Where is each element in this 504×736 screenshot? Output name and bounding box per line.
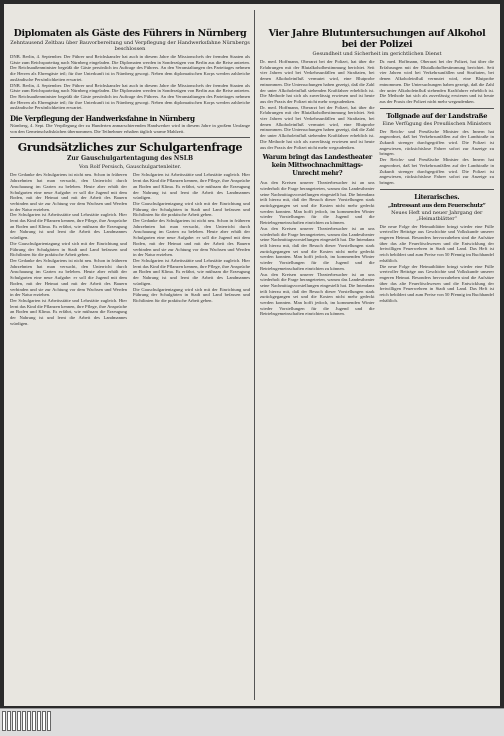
article-diplomaten-cont: DNB. Berlin, 4. September. Der Führer und Reichskanzler hat auch in diesem Jahre die Missionschefs der fremden Staaten als Gäste zum Reichsparteitag nach Nürnberg eingeladen. Die Diplomaten werden in Sonderzügen von Berlin aus die Reise antreten. Der Reichsaußenminister begrüßt die Gäste persönlich im Auftrage des Führers. An den Veranstaltungen des Parteitages nehmen die Herren als Ehrengäste teil; für ihre Unterkunft ist in Nürnberg gesorgt. Neben dem diplomatischen Korps werden zahlreiche ausländische Persönlichkeiten erwartet. [10, 82, 250, 111]
schulgarten-p7: Die Gauschulgartentagung wird sich mit der Einrichtung und Führung der Schulgärten in Stadt und Land befassen und Richtlinien für die praktische Arbeit geben. [133, 200, 250, 218]
literarisches-p2: Die neue Folge der Heimatblätter bringt wieder eine Fülle wertvoller Beiträge aus Geschichte und Volkskunde unserer engeren Heimat. Besonders hervorzuheben sind die Aufsätze über das alte Feuerlöschwesen und die Entwicklung der freiwilligen Feuerwehren in Stadt und Land. Das Heft ist reich bebildert und zum Preise von 50 Pfennig im Buchhandel erhältlich. [379, 263, 494, 303]
theater-p2: Aus den Kreisen unserer Theaterbesucher ist an uns wiederholt die Frage herangetreten, warum das Landestheater seine Nachmittagsvorstellungen eingestellt hat. Die Intendanz teilt hierzu mit, daß der Besuch dieser Vorstellungen stark zurückgegangen sei und die Kosten nicht mehr gedeckt werden konnten. Man hofft jedoch, im kommenden Winter wieder Vorstellungen für die Jugend und die Betriebsgemeinschaften einrichten zu können. [260, 225, 375, 271]
schulgarten-columns [10, 172, 250, 326]
divider-lit [380, 189, 495, 190]
left-column [10, 4, 250, 326]
literarisches-p1: Die neue Folge der Heimatblätter bringt wieder eine Fülle wertvoller Beiträge aus Geschichte und Volkskunde unserer engeren Heimat. Besonders hervorzuheben sind die Aufsätze über das alte Feuerlöschwesen und die Entwicklung der freiwilligen Feuerwehren in Stadt und Land. Das Heft ist reich bebildert und zum Preise von 50 Pfennig im Buchhandel erhältlich. [379, 223, 494, 263]
headline-literarisches: Literarisches. [414, 192, 460, 201]
headline-handwerker: Die Verpflegung der Handwerksfahne in Nürnberg [10, 114, 195, 124]
subheadline-blutuntersuchung: Gesundheit und Sicherheit im gerichtlichen Dienst [312, 51, 442, 57]
page-thumb-icon[interactable] [32, 711, 36, 731]
headline-blutuntersuchung: Vier Jahre Blutuntersuchungen auf Alkohol bei der Polizei [268, 28, 486, 50]
subheadline-landstrasse: Eine Verfügung des Preußischen Ministers [382, 120, 492, 127]
page-thumb-icon[interactable] [17, 711, 21, 731]
divider [10, 137, 250, 138]
article-diplomaten: DNB. Berlin, 4. September. Der Führer und Reichskanzler hat auch in diesem Jahre die Missionschefs der fremden Staaten als Gäste zum Reichsparteitag nach Nürnberg eingeladen. Die Diplomaten werden in Sonderzügen von Berlin aus die Reise antreten. Der Reichsaußenminister begrüßt die Gäste persönlich im Auftrage des Führers. An den Veranstaltungen des Parteitages nehmen die Herren als Ehrengäste teil; für ihre Unterkunft ist in Nürnberg gesorgt. Neben dem diplomatischen Korps werden zahlreiche ausländische Persönlichkeiten erwartet. [10, 54, 250, 82]
schulgarten-p1: Der Gedanke des Schulgartens ist nicht neu. Schon in früheren Jahrzehnten hat man versucht, den Unterricht durch Anschauung im Garten zu beleben. Heute aber erhält der Schulgarten eine neue Aufgabe: er soll die Jugend mit dem Boden, mit der Heimat und mit der Arbeit des Bauern verbinden und sie zur Achtung vor dem Wachsen und Werden in der Natur erziehen. [10, 172, 127, 212]
theater-p1: Aus den Kreisen unserer Theaterbesucher ist an uns wiederholt die Frage herangetreten, warum das Landestheater seine Nachmittagsvorstellungen eingestellt hat. Die Intendanz teilt hierzu mit, daß der Besuch dieser Vorstellungen stark zurückgegangen sei und die Kosten nicht mehr gedeckt werden konnten. Man hofft jedoch, im kommenden Winter wieder Vorstellungen für die Jugend und die Betriebsgemeinschaften einrichten zu können. [260, 180, 375, 226]
page-thumb-icon[interactable] [47, 711, 51, 731]
headline-schulgarten: Grundsätzliches zur Schulgartenfrage [17, 141, 243, 155]
schulgarten-p6: Der Schulgarten ist Arbeitsstätte und Lehrstätte zugleich. Hier lernt das Kind die Pflanzen kennen, ihre Pflege, ihre Ansprüche an Boden und Klima. Es erfährt, wie mühsam die Erzeugung der Nahrung ist und lernt die Arbeit des Landmannes würdigen. [133, 172, 250, 201]
landstrasse-p2: Der Reichs- und Preußische Minister des Innern hat angeordnet, daß bei Verkehrsunfällen auf der Landstraße in Zukunft strenger durchgegriffen wird. Die Polizei ist angewiesen, rücksichtslose Fahrer sofort zur Anzeige zu bringen. [379, 157, 494, 185]
newspaper-page [4, 4, 500, 706]
divider-right [380, 108, 495, 109]
schulgarten-p5: Der Schulgarten ist Arbeitsstätte und Lehrstätte zugleich. Hier lernt das Kind die Pflanzen kennen, ihre Pflege, ihre Ansprüche an Boden und Klima. Es erfährt, wie mühsam die Erzeugung der Nahrung ist und lernt die Arbeit des Landmannes würdigen. [10, 297, 127, 326]
author-line: Von Rolf Persisch, Gauschulgartenleiter. [78, 164, 182, 171]
page-thumbnails[interactable] [2, 711, 62, 734]
subtitle-heimatblaetter: Neues Heft und neuer Jahrgang der „Heimatblätter“ [391, 209, 483, 222]
schulgarten-p2: Der Schulgarten ist Arbeitsstätte und Lehrstätte zugleich. Hier lernt das Kind die Pflanzen kennen, ihre Pflege, ihre Ansprüche an Boden und Klima. Es erfährt, wie mühsam die Erzeugung der Nahrung ist und lernt die Arbeit des Landmannes würdigen. [10, 212, 127, 241]
schulgarten-p8: Der Gedanke des Schulgartens ist nicht neu. Schon in früheren Jahrzehnten hat man versucht, den Unterricht durch Anschauung im Garten zu beleben. Heute aber erhält der Schulgarten eine neue Aufgabe: er soll die Jugend mit dem Boden, mit der Heimat und mit der Arbeit des Bauern verbinden und sie zur Achtung vor dem Wachsen und Werden in der Natur erziehen. [133, 218, 250, 258]
blut-p2: Dr. med. Hoffmann, Oberarzt bei der Polizei, hat über die Erfahrungen mit der Blutalkoholbestimmung berichtet. Seit vier Jahren wird bei Verkehrsunfällen und Straftaten, bei denen Alkoholeinfluß vermutet wird, eine Blutprobe entnommen. Die Untersuchungen haben gezeigt, daß die Zahl der unter Alkoholeinfluß stehenden Kraftfahrer erheblich ist. Die Methode hat sich als zuverlässig erwiesen und ist heute aus der Praxis der Polizei nicht mehr wegzudenken. [260, 104, 375, 150]
subheadline-diplomaten: Zehntausend Zeltbau über Bauvorbereitung und Verpflegung der Handwerksfahne Nürnbergs beschlossen [10, 40, 250, 52]
headline-landestheater: Warum bringt das Landestheater kein Mittwochnachmittags-Unrecht mehr? [262, 153, 372, 178]
right-column [260, 4, 494, 317]
page-thumb-icon[interactable] [22, 711, 26, 731]
title-feuerschutz: „Intressant aus dem Feuerschutz“ [387, 202, 486, 209]
blut-columns [260, 59, 494, 317]
page-navigation-bar [0, 708, 504, 736]
page-thumb-icon[interactable] [42, 711, 46, 731]
schulgarten-p10: Die Gauschulgartentagung wird sich mit der Einrichtung und Führung der Schulgärten in Stadt und Land befassen und Richtlinien für die praktische Arbeit geben. [133, 286, 250, 303]
page-thumb-icon[interactable] [37, 711, 41, 731]
article-handwerker: Nürnberg, 4. Sept. Die Verpflegung der zu Hunderten anmarschierenden Handwerker wird in diesem Jahre in großem Umfange von den Gemeinschaftsküchen übernommen. Die Teilnehmer erhalten täglich warme Mahlzeit. [10, 123, 250, 134]
headline-diplomaten: Diplomaten als Gäste des Führers in Nürnberg [13, 28, 247, 39]
blut-p3: Dr. med. Hoffmann, Oberarzt bei der Polizei, hat über die Erfahrungen mit der Blutalkoholbestimmung berichtet. Seit vier Jahren wird bei Verkehrsunfällen und Straftaten, bei denen Alkoholeinfluß vermutet wird, eine Blutprobe entnommen. Die Untersuchungen haben gezeigt, daß die Zahl der unter Alkoholeinfluß stehenden Kraftfahrer erheblich ist. Die Methode hat sich als zuverlässig erwiesen und ist heute aus der Praxis der Polizei nicht mehr wegzudenken. [379, 59, 494, 104]
schulgarten-p3: Die Gauschulgartentagung wird sich mit der Einrichtung und Führung der Schulgärten in Stadt und Land befassen und Richtlinien für die praktische Arbeit geben. [10, 240, 127, 258]
page-thumb-icon[interactable] [7, 711, 11, 731]
theater-p3: Aus den Kreisen unserer Theaterbesucher ist an uns wiederholt die Frage herangetreten, warum das Landestheater seine Nachmittagsvorstellungen eingestellt hat. Die Intendanz teilt hierzu mit, daß der Besuch dieser Vorstellungen stark zurückgegangen sei und die Kosten nicht mehr gedeckt werden konnten. Man hofft jedoch, im kommenden Winter wieder Vorstellungen für die Jugend und die Betriebsgemeinschaften einrichten zu können. [260, 271, 375, 317]
column-rule [254, 10, 255, 700]
schulgarten-p9: Der Schulgarten ist Arbeitsstätte und Lehrstätte zugleich. Hier lernt das Kind die Pflanzen kennen, ihre Pflege, ihre Ansprüche an Boden und Klima. Es erfährt, wie mühsam die Erzeugung der Nahrung ist und lernt die Arbeit des Landmannes würdigen. [133, 257, 250, 286]
page-thumb-icon[interactable] [27, 711, 31, 731]
page-thumb-icon[interactable] [12, 711, 16, 731]
subheadline-schulgarten: Zur Gauschulgartentagung des NSLB [66, 155, 194, 163]
schulgarten-p4: Der Gedanke des Schulgartens ist nicht neu. Schon in früheren Jahrzehnten hat man versucht, den Unterricht durch Anschauung im Garten zu beleben. Heute aber erhält der Schulgarten eine neue Aufgabe: er soll die Jugend mit dem Boden, mit der Heimat und mit der Arbeit des Bauern verbinden und sie zur Achtung vor dem Wachsen und Werden in der Natur erziehen. [10, 257, 127, 298]
landstrasse-p1: Der Reichs- und Preußische Minister des Innern hat angeordnet, daß bei Verkehrsunfällen auf der Landstraße in Zukunft strenger durchgegriffen wird. Die Polizei ist angewiesen, rücksichtslose Fahrer sofort zur Anzeige zu bringen. [379, 128, 494, 157]
headline-landstrasse: Tollgnade auf der Landstraße [386, 111, 488, 120]
blut-p1: Dr. med. Hoffmann, Oberarzt bei der Polizei, hat über die Erfahrungen mit der Blutalkoholbestimmung berichtet. Seit vier Jahren wird bei Verkehrsunfällen und Straftaten, bei denen Alkoholeinfluß vermutet wird, eine Blutprobe entnommen. Die Untersuchungen haben gezeigt, daß die Zahl der unter Alkoholeinfluß stehenden Kraftfahrer erheblich ist. Die Methode hat sich als zuverlässig erwiesen und ist heute aus der Praxis der Polizei nicht mehr wegzudenken. [260, 59, 375, 104]
page-thumb-icon[interactable] [2, 711, 6, 731]
